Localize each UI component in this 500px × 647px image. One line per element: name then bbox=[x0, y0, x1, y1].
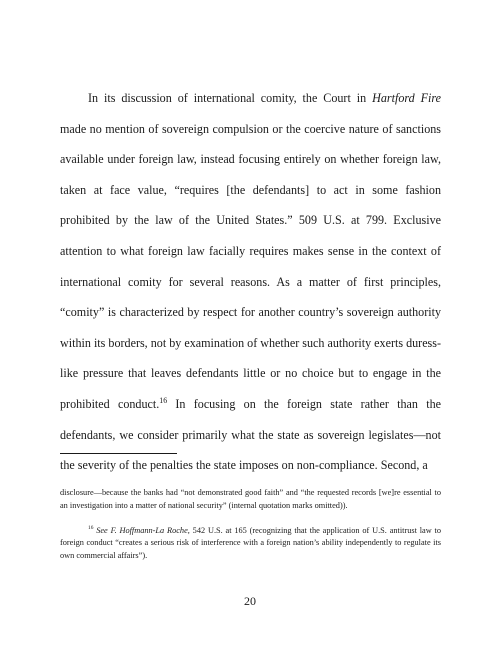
body-text-part-2: made no mention of sovereign compulsion or the coercive nature of sanctions available under foreign law, instead focusing entirely on whether foreign law, taken at face value, “requires [the defendants] to act in some fashion prohibited by the law of the United States.” 509 U.S. at 799. Exclusive attention to what foreign law facially requires makes sense in the context of international comity for several reasons. As a matter of first principles, “comity” is characterized by respect for another country’s sovereign authority within its borders, not by examination of whether such authority exerts duress-like pressure that leaves defendants little or no choice but to engage in the prohibited conduct. bbox=[60, 121, 441, 411]
footnote-16 bbox=[60, 525, 441, 563]
footnote-continued: disclosure—because the banks had “not demonstrated good faith” and “the requested records [we]re essential to an investigation into a matter of national security” (internal quotation marks omitted)). bbox=[60, 488, 441, 510]
footnote-16-citation: See F. Hoffmann-La Roche bbox=[96, 525, 188, 535]
footnote-16-number: 16 bbox=[88, 524, 94, 531]
case-name-italic: Hartford Fire bbox=[372, 91, 441, 105]
body-paragraph bbox=[60, 83, 441, 481]
body-text-part-3: In focusing on the foreign state rather than the defendants, we consider primarily what the state as sovereign legislates—not the severity of the penalties the state imposes on non-compliance. Second, a bbox=[60, 396, 441, 473]
footnotes-section bbox=[60, 487, 441, 563]
footnote-separator bbox=[60, 453, 177, 454]
footnote-reference[interactable]: 16 bbox=[159, 395, 168, 405]
page-number: 20 bbox=[244, 594, 256, 608]
footnote-16-text: , 542 U.S. at 165 (recognizing that the application of U.S. antitrust law to foreign conduct “creates a serious risk of interference with a foreign nation’s ability independently to regulate its own commercial affairs”). bbox=[60, 525, 441, 561]
body-text-part-1: In its discussion of international comity, the Court in bbox=[88, 91, 373, 105]
